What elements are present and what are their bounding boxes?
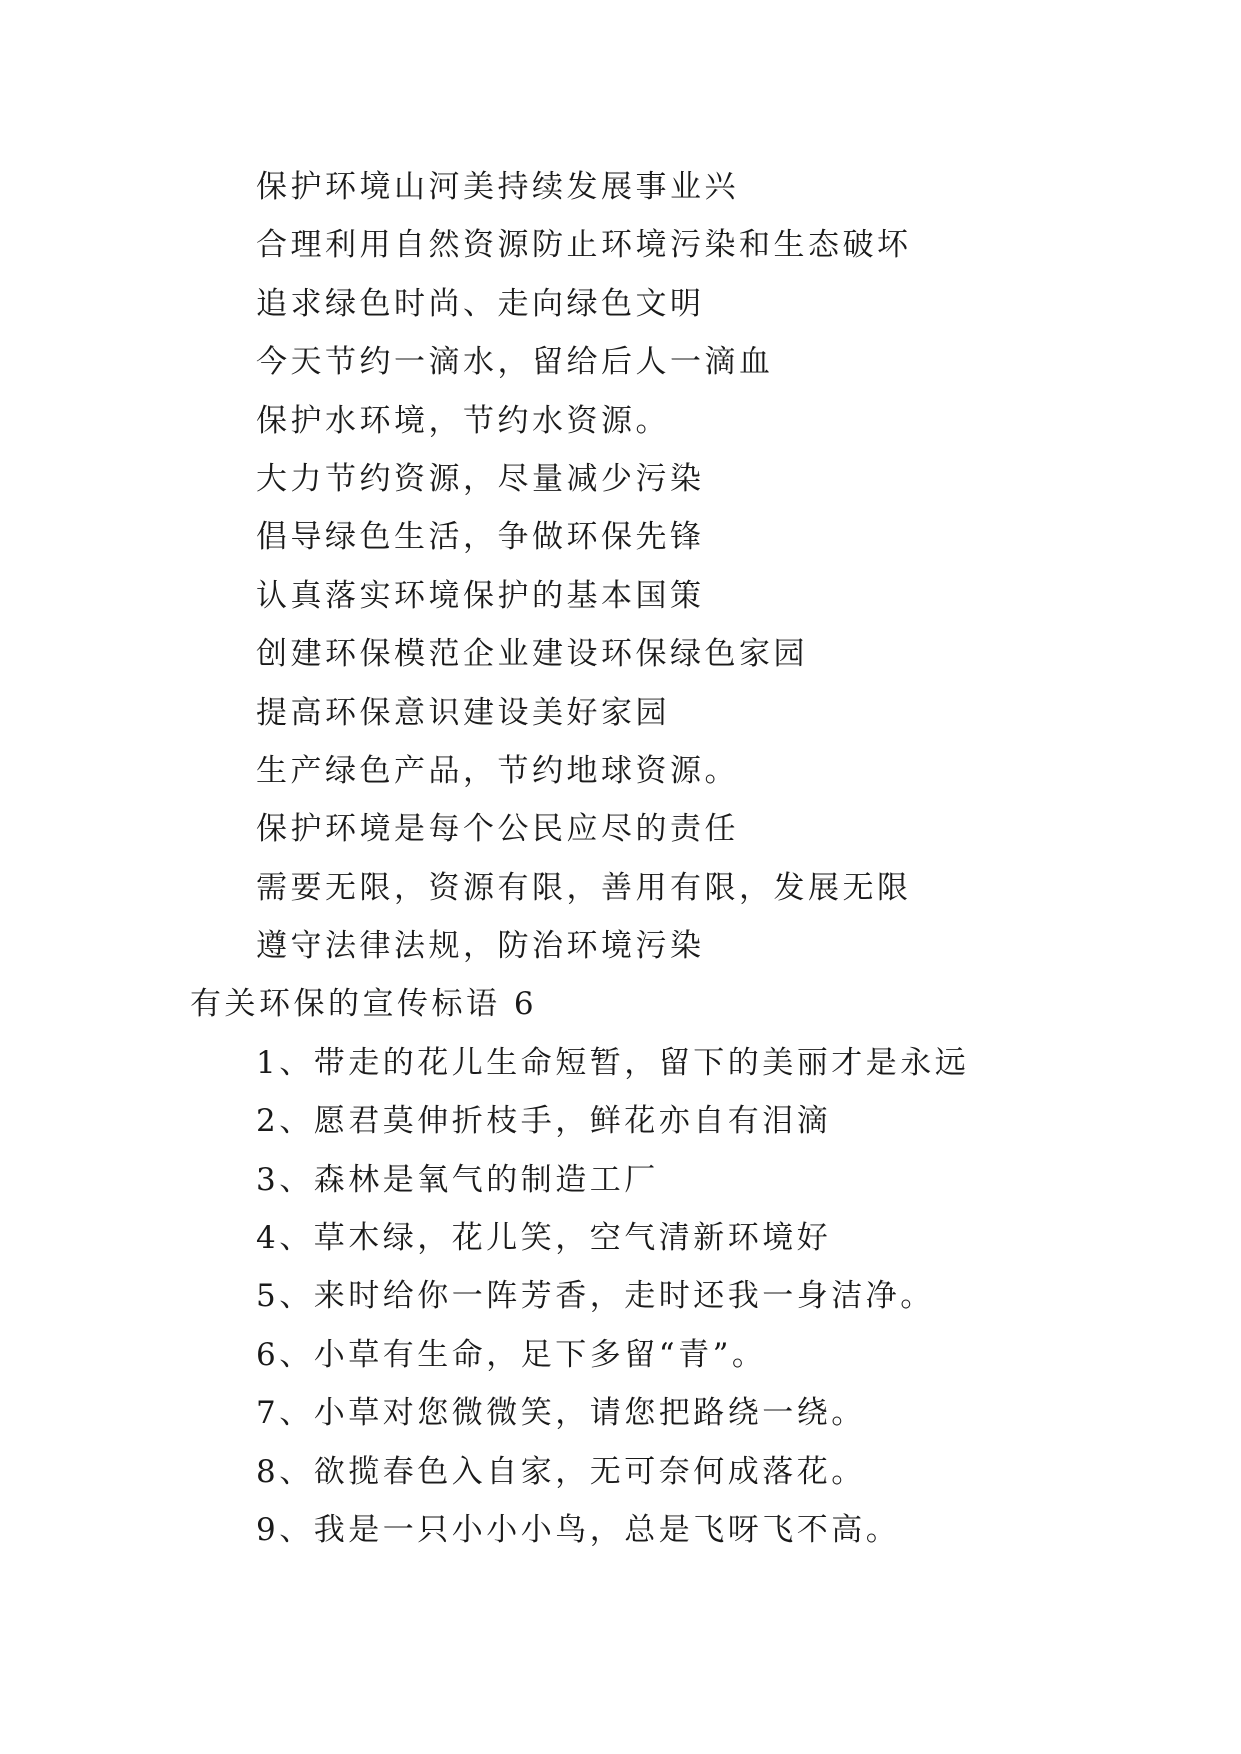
slogan-line: 大力节约资源，尽量减少污染 (256, 460, 705, 497)
slogan-line: 追求绿色时尚、走向绿色文明 (256, 285, 705, 322)
numbered-slogan: 5、来时给你一阵芳香，走时还我一身洁净。 (256, 1278, 935, 1315)
slogan-line: 生产绿色产品，节约地球资源。 (256, 752, 739, 789)
slogan-line: 认真落实环境保护的基本国策 (256, 577, 705, 614)
slogan-line: 倡导绿色生活，争做环保先锋 (256, 519, 705, 556)
document-body (190, 158, 1090, 1559)
numbered-slogan: 6、小草有生命，足下多留“青”。 (256, 1336, 767, 1373)
slogan-line: 创建环保模范企业建设环保绿色家园 (256, 636, 808, 673)
slogan-line: 遵守法律法规，防治环境污染 (256, 928, 705, 965)
numbered-slogan: 9、我是一只小小小鸟，总是飞呀飞不高。 (256, 1511, 901, 1548)
numbered-slogan: 3、森林是氧气的制造工厂 (256, 1161, 659, 1198)
slogan-line: 今天节约一滴水，留给后人一滴血 (256, 344, 774, 381)
numbered-slogan: 4、草木绿，花儿笑，空气清新环境好 (256, 1220, 832, 1257)
slogan-line: 需要无限，资源有限，善用有限，发展无限 (256, 869, 912, 906)
numbered-slogan: 1、带走的花儿生命短暂，留下的美丽才是永远 (256, 1044, 970, 1081)
numbered-slogan: 8、欲揽春色入自家，无可奈何成落花。 (256, 1453, 866, 1490)
slogan-line: 合理利用自然资源防止环境污染和生态破坏 (256, 227, 912, 264)
section-heading: 有关环保的宣传标语 6 (190, 986, 538, 1023)
slogan-line: 保护水环境，节约水资源。 (256, 402, 670, 439)
numbered-slogan: 7、小草对您微微笑，请您把路绕一绕。 (256, 1395, 866, 1432)
slogan-line: 保护环境山河美持续发展事业兴 (256, 169, 739, 205)
numbered-slogan: 2、愿君莫伸折枝手，鲜花亦自有泪滴 (256, 1103, 832, 1140)
slogan-line: 保护环境是每个公民应尽的责任 (256, 811, 739, 848)
slogan-line: 提高环保意识建设美好家园 (256, 694, 670, 731)
